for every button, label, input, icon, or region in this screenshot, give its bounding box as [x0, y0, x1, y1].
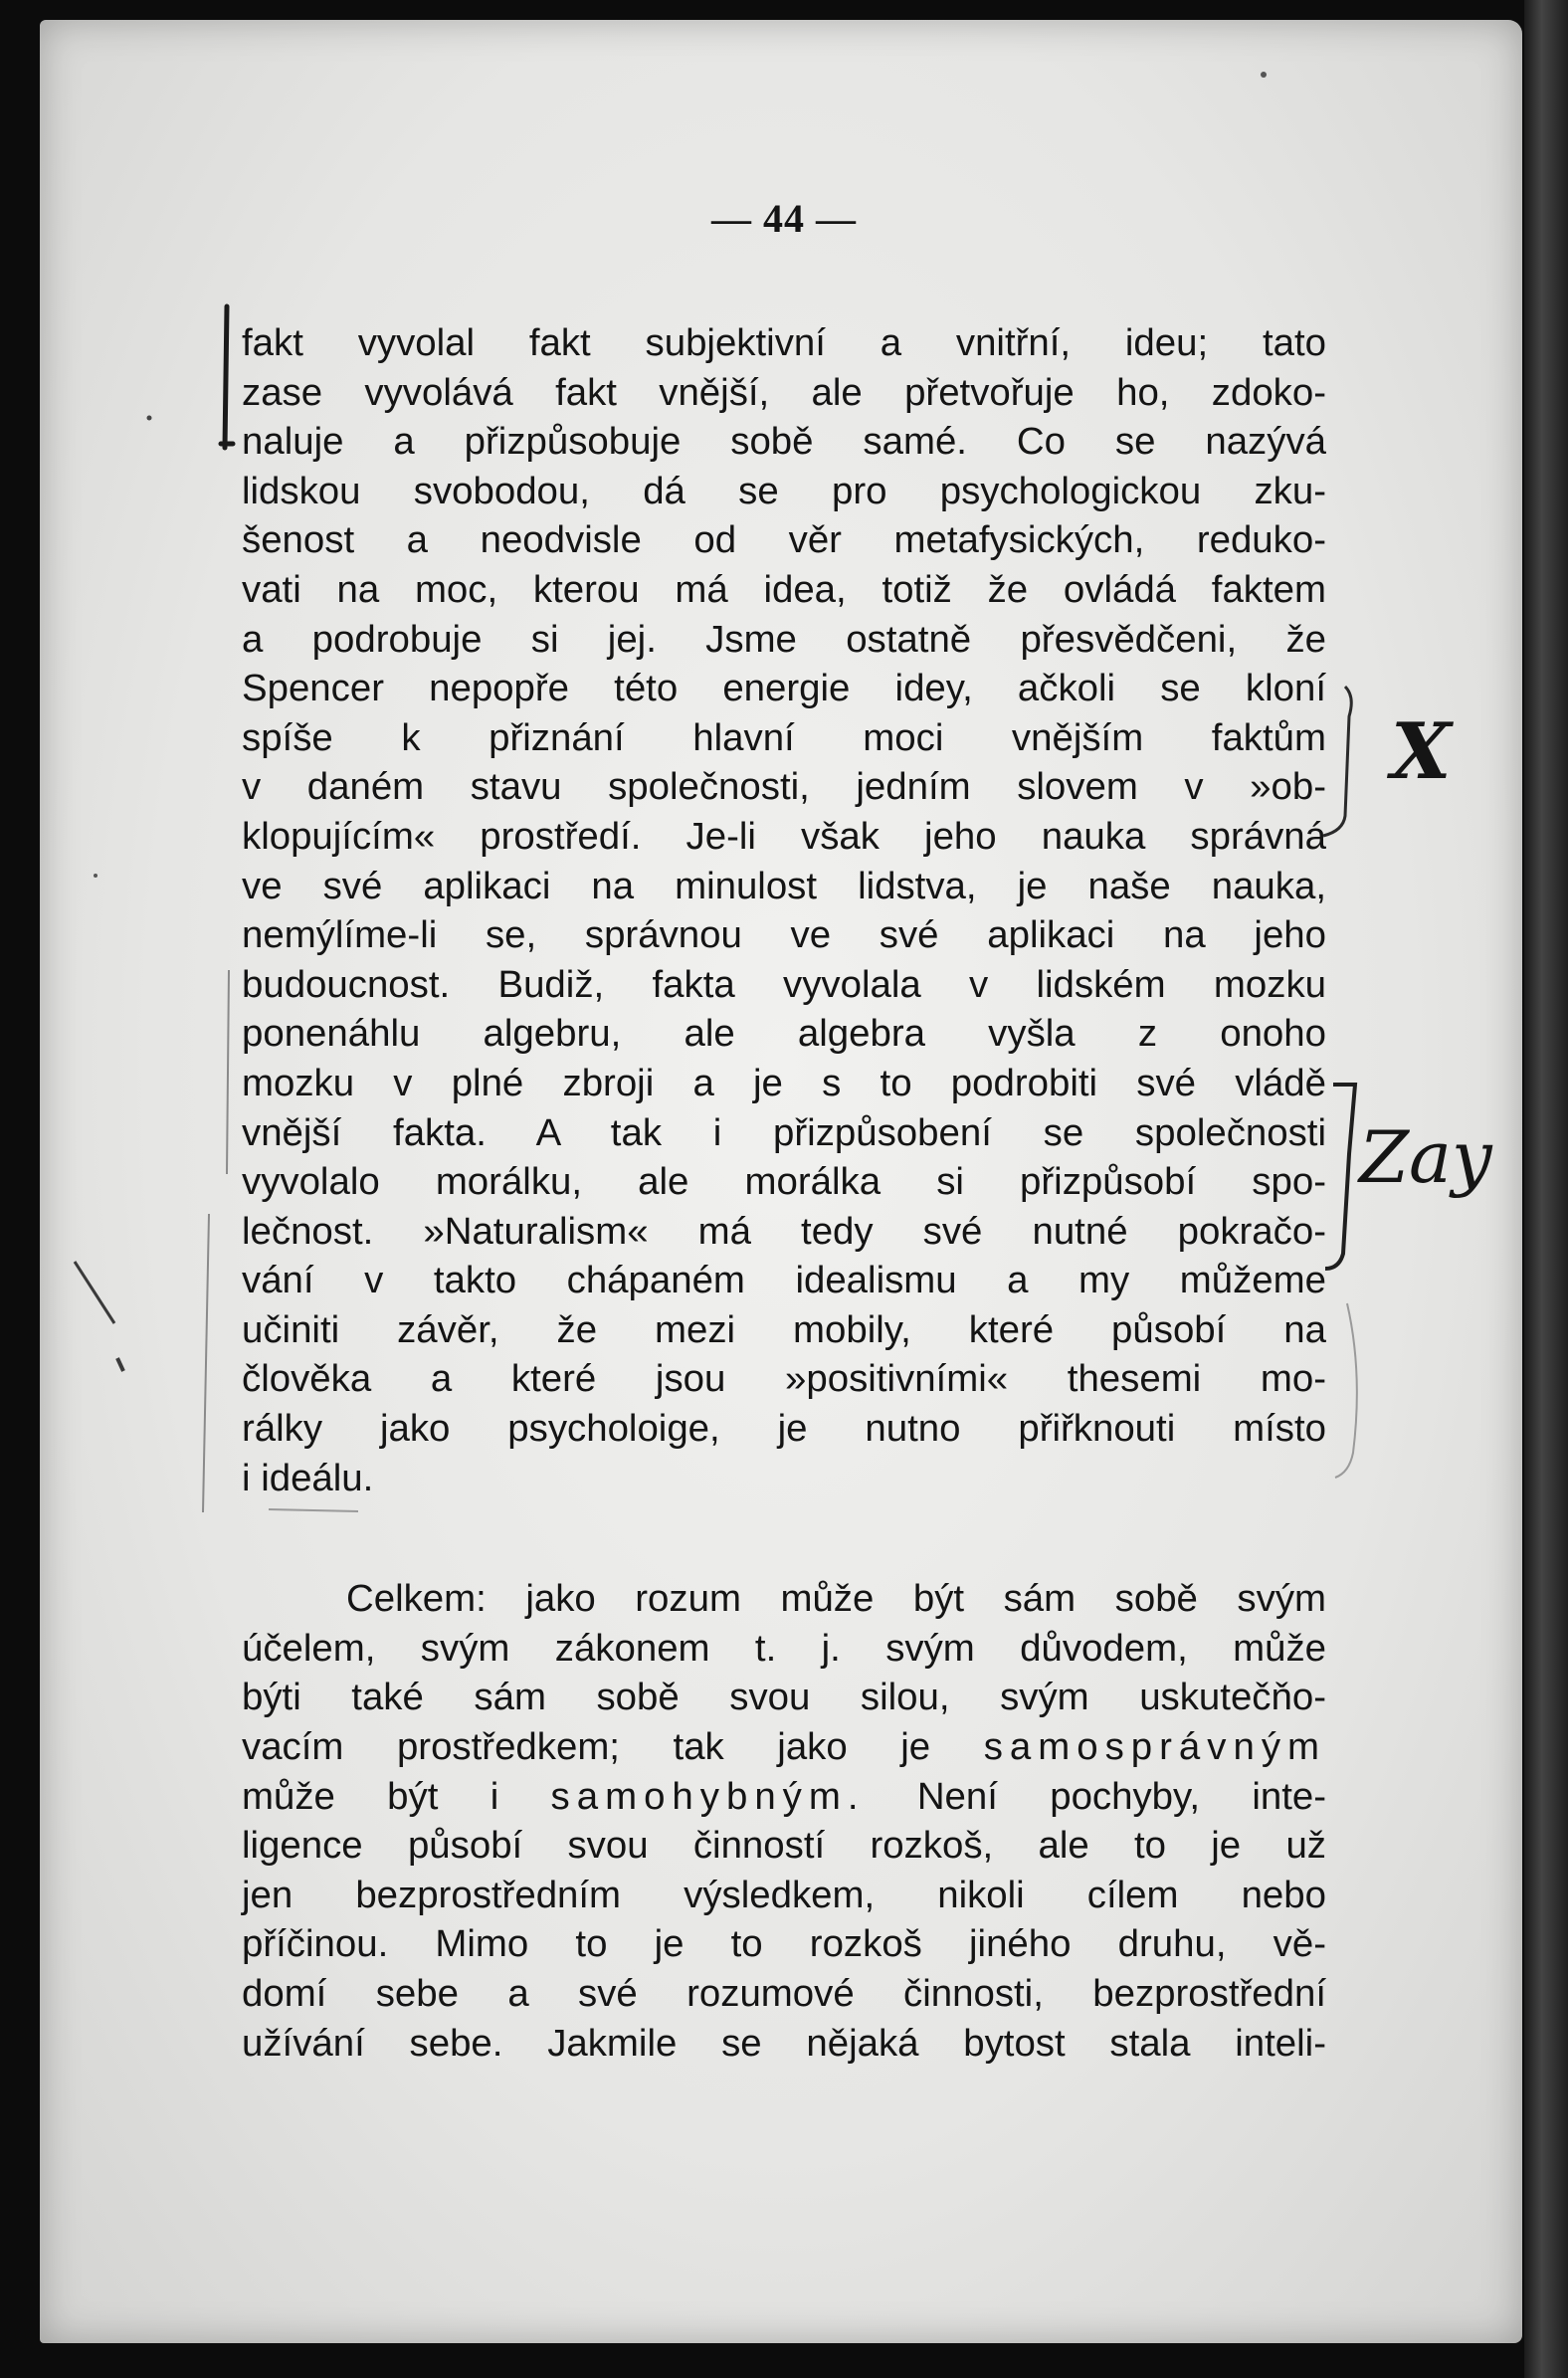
text-line: domí sebe a své rozumové činnosti, bezprostřední	[242, 1972, 1326, 2015]
text-line: v daném stavu společnosti, jedním slovem v »ob-	[242, 765, 1326, 809]
text-line: vati na moc, kterou má idea, totiž že ovládá faktem	[242, 567, 1326, 611]
text-line: fakt vyvolal fakt subjektivní a vnitřní, ideu; tato	[242, 321, 1326, 364]
text-line: vyvolalo morálku, ale morálka si přizpůsobí spo-	[242, 1160, 1326, 1204]
text-line: lidskou svobodou, dá se pro psychologickou zku-	[242, 469, 1326, 512]
text-line: učiniti závěr, že mezi mobily, které působí na	[242, 1307, 1326, 1351]
text-line: účelem, svým zákonem t. j. svým důvodem, může	[242, 1626, 1326, 1670]
paragraph-2	[242, 1574, 1326, 2068]
text-line: mozku v plné zbroji a je s to podrobiti své vládě	[242, 1061, 1326, 1104]
text-line: Spencer nepopře této energie idey, ačkoli se kloní	[242, 667, 1326, 710]
body-text	[242, 318, 1326, 2068]
text-run: může být i	[242, 1774, 499, 1818]
margin-note-x: X	[1391, 706, 1452, 797]
text-line: Celkem: jako rozum může být sám sobě svým	[346, 1577, 1326, 1621]
margin-note-zay: Zay	[1359, 1115, 1492, 1199]
text-line: ligence působí svou činností rozkoš, ale to je už	[242, 1824, 1326, 1868]
text-line	[242, 1722, 1326, 1772]
text-line: šenost a neodvisle od věr metafysických, reduko-	[242, 518, 1326, 562]
text-line: vnější fakta. A tak i přizpůsobení se společnosti	[242, 1110, 1326, 1154]
text-line: budoucnost. Budiž, fakta vyvolala v lidském mozku	[242, 962, 1326, 1006]
text-line: ponenáhlu algebru, ale algebra vyšla z onoho	[242, 1012, 1326, 1056]
text-line: býti také sám sobě svou silou, svým uskutečňo-	[242, 1676, 1326, 1719]
text-line: užívání sebe. Jakmile se nějaká bytost stala inteli-	[242, 2021, 1326, 2065]
text-line: člověka a které jsou »positivními« thesemi mo-	[242, 1357, 1326, 1401]
text-line	[242, 1772, 1326, 1822]
text-line: klopujícím« prostředí. Je-li však jeho nauka správná	[242, 814, 1326, 858]
paragraph-1	[242, 318, 1326, 1502]
text-line: jen bezprostředním výsledkem, nikoli cílem nebo	[242, 1873, 1326, 1916]
text-line: příčinou. Mimo to je to rozkoš jiného druhu, vě-	[242, 1922, 1326, 1966]
text-line: spíše k přiznání hlavní moci vnějším faktům	[242, 715, 1326, 759]
text-line: zase vyvolává fakt vnější, ale přetvořuje ho, zdoko-	[242, 370, 1326, 414]
emphasized-word: samosprávným	[983, 1725, 1326, 1769]
text-line: vání v takto chápaném idealismu a my můžeme	[242, 1259, 1326, 1302]
text-line: a podrobuje si jej. Jsme ostatně přesvědčeni, že	[242, 617, 1326, 661]
text-line: rálky jako psycholoige, je nutno přiřknouti místo	[242, 1407, 1326, 1451]
binding-edge	[1524, 0, 1568, 2378]
page-number: — 44 —	[711, 196, 857, 241]
text-line: lečnost. »Naturalism« má tedy své nutné pokračo-	[242, 1209, 1326, 1253]
text-run: vacím prostředkem; tak jako je	[242, 1725, 931, 1769]
text-line: ve své aplikaci na minulost lidstva, je naše nauka,	[242, 864, 1326, 907]
text-run: Není pochyby, inte-	[916, 1774, 1327, 1818]
emphasized-word: samohybným.	[550, 1774, 866, 1818]
text-line: i ideálu.	[242, 1456, 374, 1499]
text-line: naluje a přizpůsobuje sobě samé. Co se nazývá	[242, 420, 1326, 464]
text-line: nemýlíme-li se, správnou ve své aplikaci na jeho	[242, 913, 1326, 957]
paragraph-gap	[242, 1502, 1326, 1574]
